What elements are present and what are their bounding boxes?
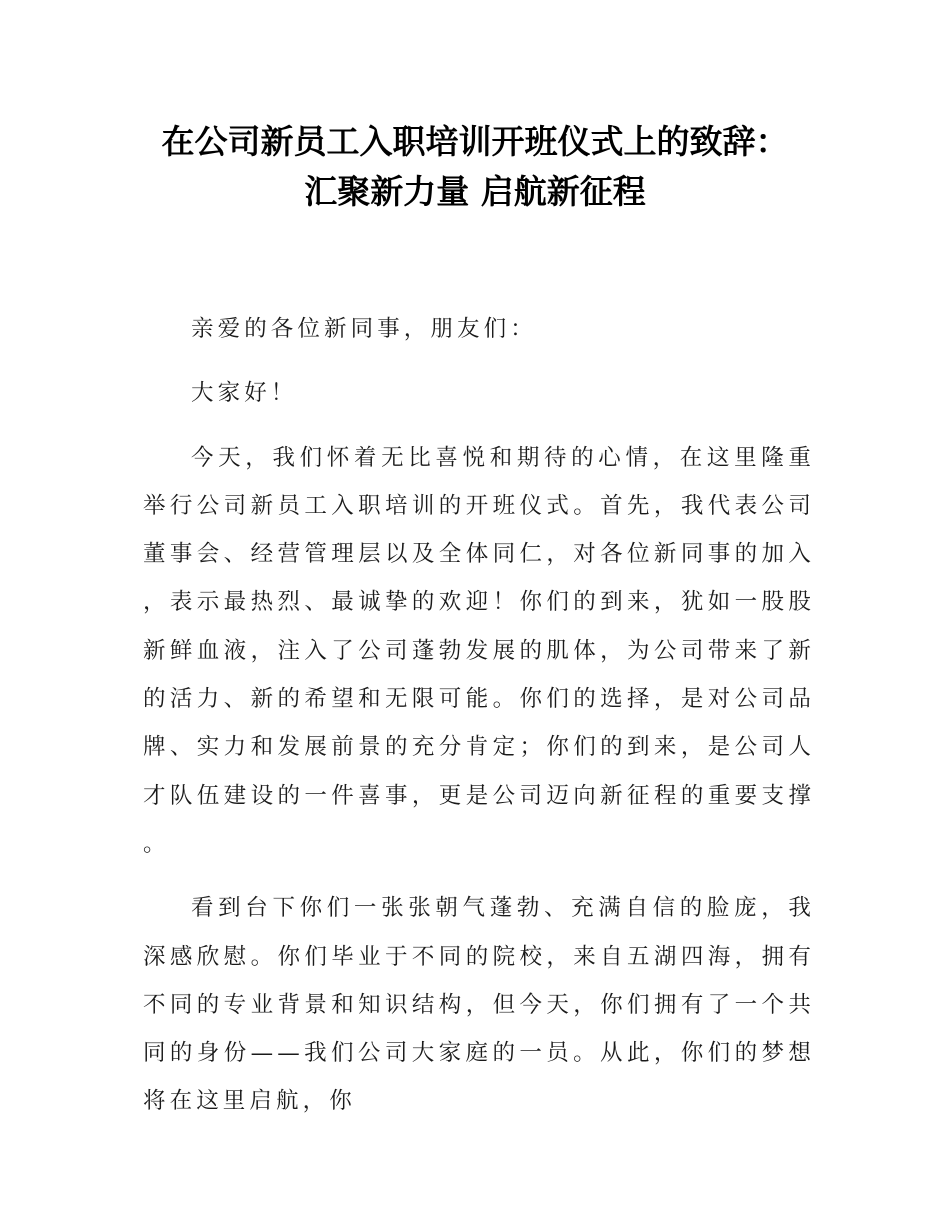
- salutation: 亲爱的各位新同事，朋友们：: [191, 316, 537, 342]
- paragraph-welcome: 今天，我们怀着无比喜悦和期待的心情，在这里隆重举行公司新员工入职培训的开班仪式。首先，我代表公司董事会、经营管理层以及全体同仁，对各位新同事的加入，表示最热烈、最诚挚的欢迎！你们的到来，犹如一股股新鲜血液，注入了公司蓬勃发展的肌体，为公司带来了新的活力、新的希望和无限可能。你们的选择，是对公司品牌、实力和发展前景的充分肯定；你们的到来，是公司人才队伍建设的一件喜事，更是公司迈向新征程的重要支撑。: [143, 444, 815, 857]
- document-title: [0, 117, 950, 217]
- title-line-main: 在公司新员工入职培训开班仪式上的致辞：: [161, 122, 789, 161]
- document-body: [143, 305, 815, 1126]
- paragraph-identity: 看到台下你们一张张朝气蓬勃、充满自信的脸庞，我深感欣慰。你们毕业于不同的院校，来自五湖四海，拥有不同的专业背景和知识结构，但今天，你们拥有了一个共同的身份——我们公司大家庭的一员。从此，你们的梦想将在这里启航，你: [143, 895, 815, 1115]
- greeting: 大家好！: [191, 380, 298, 407]
- title-line-subtitle: 汇聚新力量 启航新征程: [304, 172, 646, 211]
